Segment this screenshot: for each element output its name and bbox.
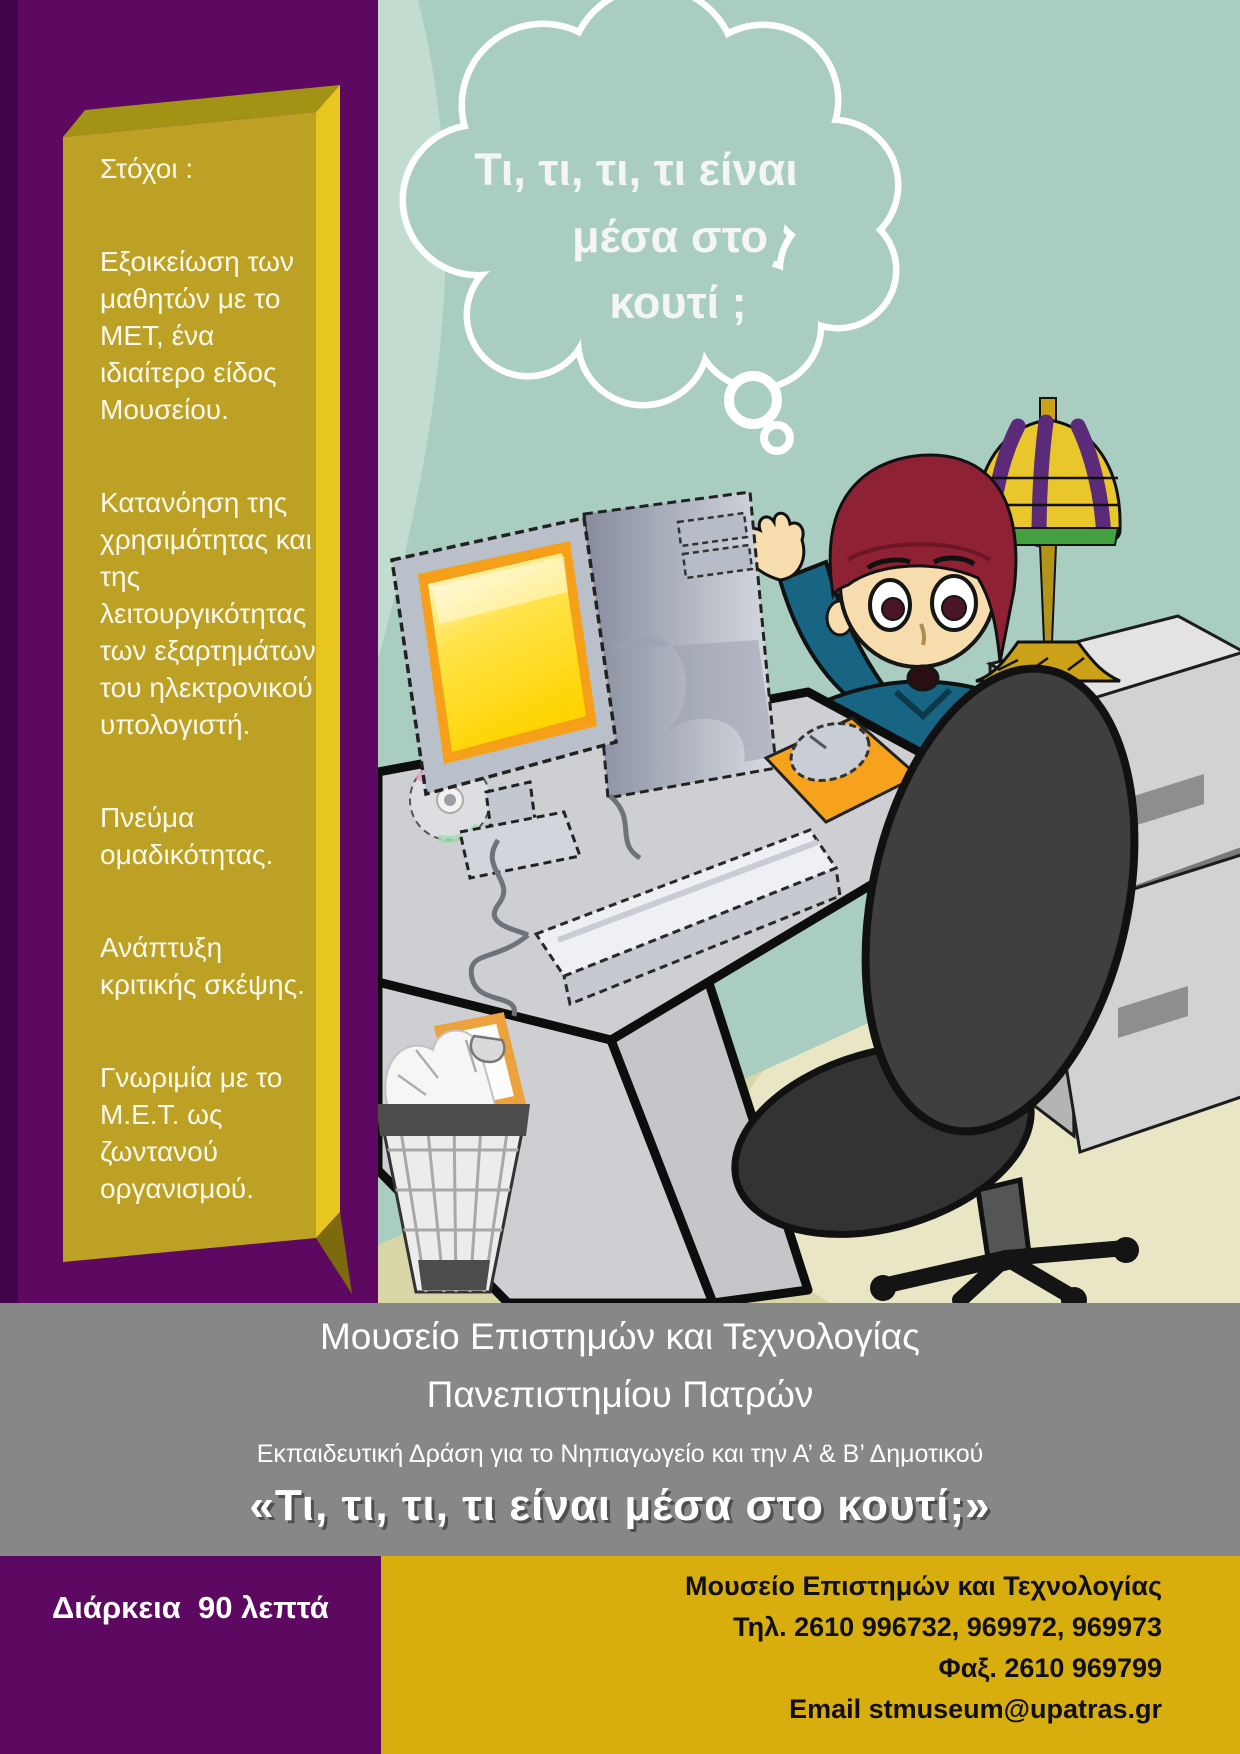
bubble-text-line-3: κουτί ; xyxy=(609,277,747,328)
goal-item: Εξοικείωση των μαθητών με το ΜΕΤ, ένα ιδιαίτερο είδος Μουσείου. xyxy=(100,246,294,425)
goal-item: Ανάπτυξη κριτικής σκέψης. xyxy=(100,932,305,1000)
contact-fax: Φαξ. 2610 969799 xyxy=(938,1653,1162,1683)
footer-duration-block xyxy=(0,1556,381,1754)
goal-item: Κατανόηση της χρησιμότητας και της λειτουργικότητας των εξαρτημάτων του ηλεκτρονικού υπολογιστή. xyxy=(100,487,316,740)
contact-phone: Τηλ. 2610 996732, 969972, 969973 xyxy=(733,1612,1162,1642)
banner-title-line1: Μουσείο Επιστημών και Τεχνολογίας xyxy=(319,1316,921,1357)
goals-panel xyxy=(100,150,322,1263)
thought-bubble xyxy=(406,0,895,451)
bubble-text-line-1: Τι, τι, τι, τι είναι xyxy=(474,144,798,195)
footer-contact-block xyxy=(381,1556,1240,1754)
banner-subtitle: Εκπαιδευτική Δράση για το Νηπιαγωγείο και την Α’ & Β’ Δημοτικού xyxy=(256,1440,984,1468)
illustration xyxy=(378,0,1240,1303)
contact-info xyxy=(685,1566,1162,1730)
banner xyxy=(0,1303,1240,1556)
scene xyxy=(378,0,1240,1303)
duration-text: Διάρκεια 90 λεπτά xyxy=(52,1590,329,1625)
contact-email: Email stmuseum@upatras.gr xyxy=(789,1694,1162,1724)
banner-title-line2: Πανεπιστημίου Πατρών xyxy=(426,1374,814,1415)
bubble-tail-large xyxy=(729,376,777,424)
bubble-text-line-2: μέσα στο xyxy=(572,211,768,262)
banner-activity-title: «Τι, τι, τι, τι είναι μέσα στο κουτί;» xyxy=(249,1481,991,1530)
computer-tower xyxy=(584,492,776,798)
sidebar xyxy=(0,0,378,1303)
boy-mouth xyxy=(908,666,938,690)
contact-name: Μουσείο Επιστημών και Τεχνολογίας xyxy=(685,1571,1162,1601)
goals-title: Στόχοι : xyxy=(100,153,194,184)
goal-item: Γνωριμία με το Μ.Ε.Τ. ως ζωντανού οργανισμού. xyxy=(100,1062,283,1204)
goal-item: Πνεύμα ομαδικότητας. xyxy=(100,802,274,870)
bubble-tail-small xyxy=(764,425,790,451)
